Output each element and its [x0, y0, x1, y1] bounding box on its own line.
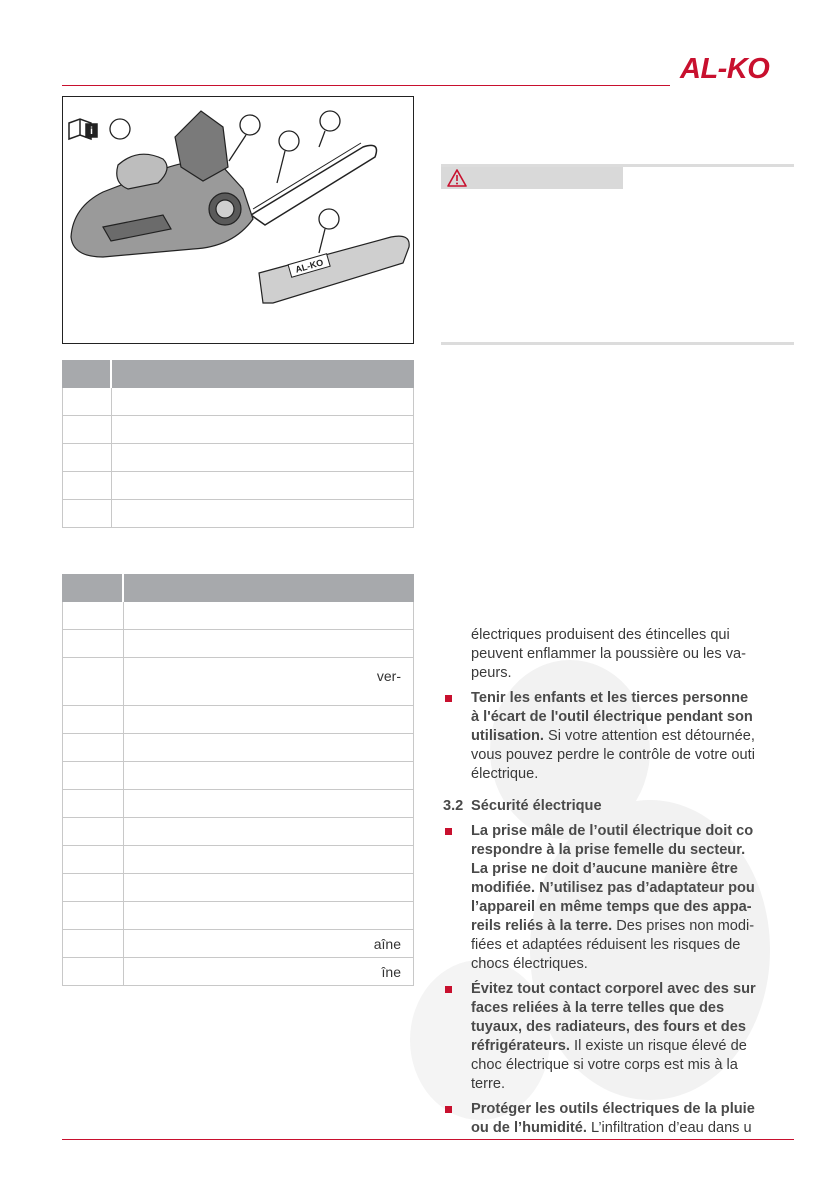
product-illustration — [62, 96, 414, 344]
table-row — [62, 790, 414, 818]
bullet-item: Protéger les outils électriques de la pluie ou de l’humidité. L’infiltration d’eau dans u — [443, 1100, 795, 1138]
callout-5 — [319, 209, 339, 253]
table-header — [62, 574, 414, 602]
table-row — [62, 818, 414, 846]
table-row: îne — [62, 958, 414, 986]
table-row — [62, 762, 414, 790]
table-row — [62, 388, 414, 416]
table-row — [62, 630, 414, 658]
brand-logo: AL-KO — [680, 53, 770, 85]
parts-table — [62, 360, 414, 528]
cover-logo: AL-KO — [294, 257, 325, 275]
table-row — [62, 874, 414, 902]
bullet-marker — [445, 695, 452, 702]
header-rule — [62, 85, 670, 86]
text-line: peurs. — [471, 665, 512, 681]
table-row — [62, 472, 414, 500]
callout-2 — [229, 115, 260, 161]
warning-triangle-icon — [447, 169, 467, 187]
symbols-table — [62, 574, 414, 986]
text-line: électriques produisent des étincelles qui — [471, 627, 730, 643]
table-row — [62, 500, 414, 528]
svg-text:i: i — [90, 126, 93, 137]
chain-cover — [259, 236, 409, 303]
guide-bar — [251, 143, 377, 225]
bullet-item: La prise mâle de l’outil électrique doit co respondre à la prise femelle du secteur. La prise ne doit d’aucune manière être modifiée. N’utilisez pas d’adaptateur pou l’appareil en même temps que des appa- reils reliés à la terre. Des prises non modi- fiées et adaptées réduisent les risques de chocs électriques. — [443, 822, 795, 974]
callout-4 — [319, 111, 340, 147]
bullet-marker — [445, 828, 452, 835]
table-row: ver- — [62, 658, 414, 706]
table-row — [62, 444, 414, 472]
table-row — [62, 416, 414, 444]
saw-body — [71, 111, 253, 257]
table-row — [62, 602, 414, 630]
table-row — [62, 902, 414, 930]
chainsaw-drawing — [63, 97, 413, 343]
table-row — [62, 846, 414, 874]
table-row — [62, 706, 414, 734]
callout-3 — [277, 131, 299, 183]
callout-1 — [110, 119, 130, 139]
bullet-item: Évitez tout contact corporel avec des sur faces reliées à la terre telles que des tuyaux, des radiateurs, des fours et des réfrigérateurs. Il existe un risque élevé de choc électrique si votre corps est mis à la terre. — [443, 980, 795, 1094]
text-line: peuvent enflammer la poussière ou les va- — [471, 646, 746, 662]
bullet-marker — [445, 986, 452, 993]
table-header — [62, 360, 414, 388]
warning-header — [441, 167, 623, 189]
table-row: aîne — [62, 930, 414, 958]
bullet-marker — [445, 1106, 452, 1113]
bullet-item: Tenir les enfants et les tierces personne à l'écart de l'outil électrique pendant son utilisation. Si votre attention est détournée, vous pouvez perdre le contrôle de votre outi électrique. — [443, 689, 795, 784]
footer-rule — [62, 1139, 794, 1140]
table-row — [62, 734, 414, 762]
safety-text — [443, 626, 795, 1138]
section-heading: 3.2 Sécurité électrique — [443, 798, 602, 814]
warning-rule-bottom — [441, 342, 794, 345]
